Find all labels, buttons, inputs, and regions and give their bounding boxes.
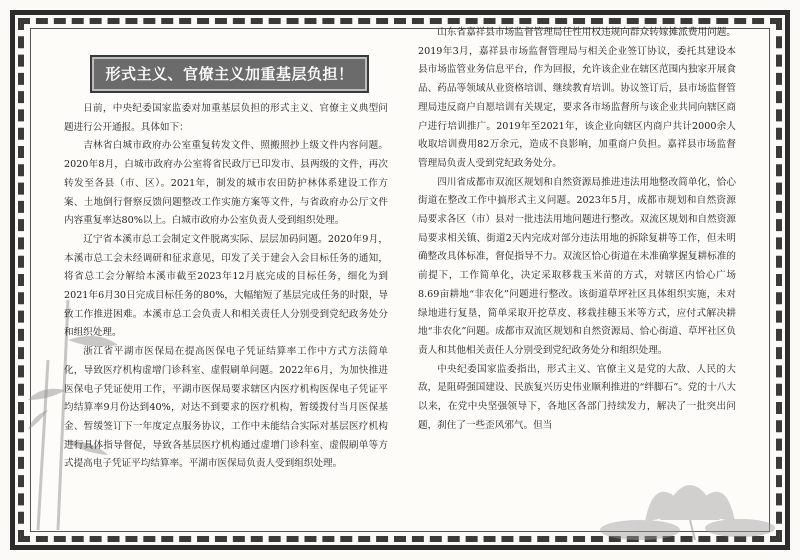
right-column	[418, 24, 736, 435]
case-liaoning-paragraph: 辽宁省本溪市总工会制定文件脱离实际、层层加码问题。2020年9月，本溪市总工会未经调研和征求意见，印发了关于建会入会目标任务的通知，将省总工会分解给本溪市截至2023年12月底完成的目标任务，细化为到2021年6月30日完成目标任务的80%，大幅缩短了基层完成任务的时限，导致工作推进困难。本溪市总工会负责人和相关责任人分别受到党纪政务处分和组织处理。	[64, 233, 388, 339]
left-column	[64, 100, 388, 474]
case-shandong-paragraph: 山东省嘉祥县市场监督管理局任性用权违规向群众转嫁摊派费用问题。2019年3月，嘉祥县市场监督管理局与相关企业签订协议，委托其建设本县市场监管业务信息平台，作为回报，允许该企业在辖区范围内独家开展食品、药品等领域从业资格培训、继续教育培训。协议签订后，县市场监督管理局违反商户自愿培训有关规定，要求各市场监督所与该企业共同向辖区商户进行培训推广。2019年至2021年，该企业向辖区内商户共计2000余人收取培训费用82万余元，造成不良影响，加重商户负担。嘉祥县市场监督管理局负责人受到党纪政务处分。	[418, 27, 736, 169]
case-zhejiang-paragraph: 浙江省平湖市医保局在提高医保电子凭证结算率工作中方式方法简单化，导致医疗机构虚增门诊科室、虚假刷单问题。2022年6月，为加快推进医保电子凭证使用工作，平湖市医保局要求辖区内医疗机构医保电子凭证平均结算率9月份达到40%，对达不到要求的医疗机构，暂缓拨付当月医保基金、暂缓签订下一年度定点服务协议，工作中未能结合实际对基层医疗机构进行具体指导督促，导致各基层医疗机构通过虚增门诊科室、虚假刷单等方式提高电子凭证平均结算率。平湖市医保局负责人受到组织处理。	[64, 346, 388, 470]
intro-paragraph: 日前，中央纪委国家监委对加重基层负担的形式主义、官僚主义典型问题进行公开通报。具体如下：	[64, 103, 388, 133]
conclusion-paragraph: 中央纪委国家监委指出，形式主义、官僚主义是党的大敌、人民的大敌，是阻碍强国建设、民族复兴历史伟业顺利推进的“绊脚石”。党的十八大以来，在党中央坚强领导下，各地区各部门持续发力，解决了一批突出问题，刹住了一些歪风邪气。但当	[418, 363, 736, 431]
case-sichuan-paragraph: 四川省成都市双流区规划和自然资源局推进违法用地整改简单化，恰心街道在整改工作中搞形式主义问题。2023年5月，成都市规划和自然资源局要求各区（市）县对一批违法用地问题进行整改。双流区规划和自然资源局要求相关镇、街道2天内完成对部分违法用地的拆除复耕等工作，但未明确整改具体标准，督促指导不力。双流区恰心街道在未准确掌握复耕标准的前提下，工作简单化，决定采取移栽玉米苗的方式，对辖区内恰心广场8.69亩耕地“非农化”问题进行整改。该街道草坪社区具体组织实施，未对绿地进行复垦，简单采取开挖草皮、移栽挂穗玉米等方式，应付式解决耕地“非农化”问题。成都市双流区规划和自然资源局、恰心街道、草坪社区负责人和其他相关责任人分别受到党纪政务处分和组织处理。	[418, 176, 736, 356]
article-title: 形式主义、官僚主义加重基层负担！	[90, 55, 369, 93]
case-jilin-paragraph: 吉林省白城市政府办公室重复转发文件、照搬照抄上级文件内容问题。2020年8月，白城市政府办公室将省民政厅已印发市、县两级的文件，再次转发至各县（市、区）。2021年，制发的城市农田防护林体系建设工作方案、土地倒行督察反馈问题整改工作实施方案等文件，与省政府办公厅文件内容重复率达80%以上。白城市政府办公室负责人受到组织处理。	[64, 140, 388, 227]
